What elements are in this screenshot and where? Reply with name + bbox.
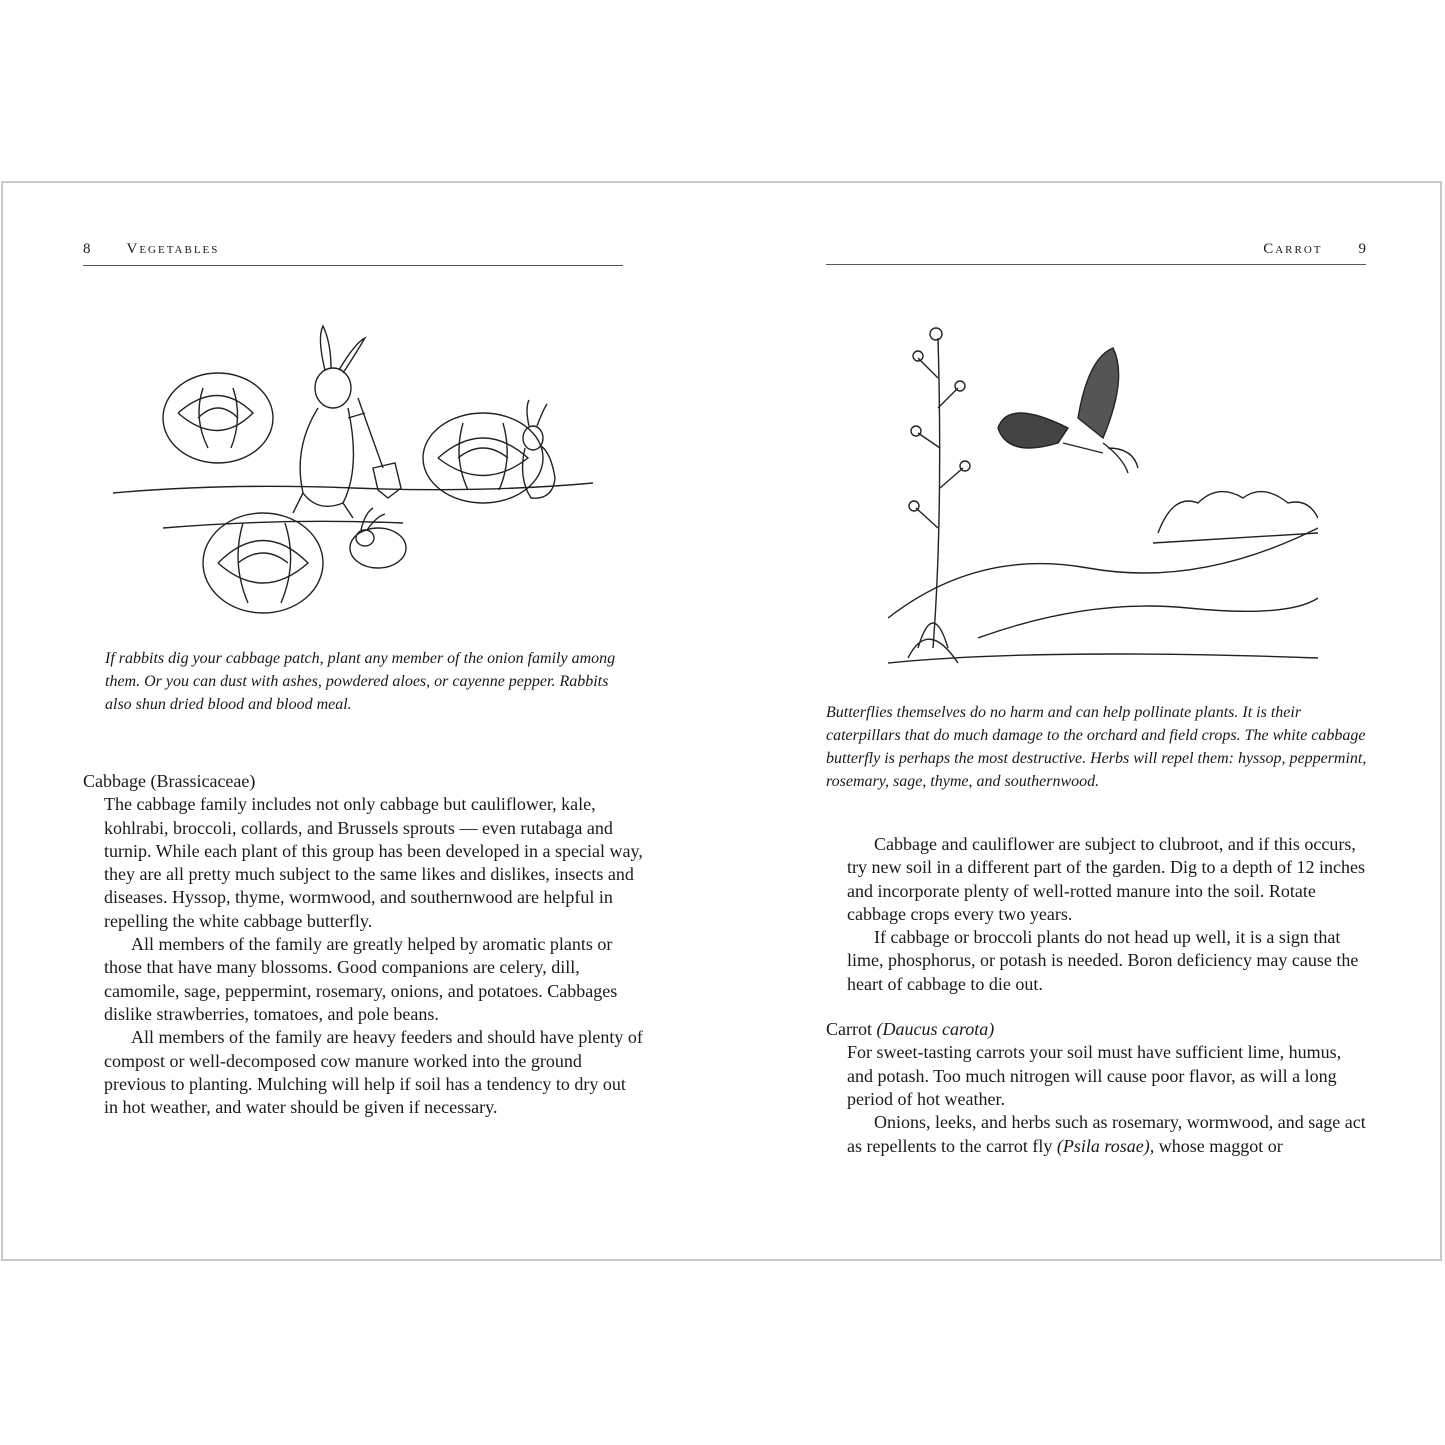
cabbage-continued-body: [826, 833, 1371, 996]
running-head-title-left: Vegetables: [126, 241, 220, 257]
carrot-section-body: [826, 1041, 1371, 1157]
section-spacer: [826, 996, 1371, 1018]
running-head-left: [83, 241, 623, 258]
paragraph: Cabbage and cauliflower are subject to clubroot, and if this occurs, try new soil in a different part of the garden. Dig to a depth of 12 inches and incorporate plenty of well-rotted manure into the soil. Rotate cabbage crops every two years.: [847, 834, 1366, 924]
section-heading-cabbage: Cabbage (Brassicaceae): [83, 771, 256, 791]
heading-carrot-latin: (Daucus carota): [876, 1019, 995, 1040]
header-rule-left: [83, 265, 623, 266]
caption-text-left: If rabbits dig your cabbage patch, plant any member of the onion family among them. Or you can dust with ashes, powdered aloes, or cayenne pepper. Rabbits also shun dried blood and blood meal.: [105, 650, 616, 713]
paragraph: The cabbage family includes not only cabbage but cauliflower, kale, kohlrabi, broccoli, collards, and Brussels sprouts — even rutabaga and turnip. While each plant of this group has been developed in a special way, they are all pretty much subject to the same likes and dislikes, insects and diseases. Hyssop, thyme, wormwood, and southernwood are helpful in repelling the white cabbage butterfly.: [104, 794, 643, 931]
paragraph: For sweet-tasting carrots your soil must have sufficient lime, humus, and potash. Too much nitrogen will cause poor flavor, as will a long period of hot weather.: [847, 1042, 1342, 1109]
paragraph: If cabbage or broccoli plants do not head up well, it is a sign that lime, phosphorus, or potash is needed. Boron deficiency may cause the heart of cabbage to die out.: [847, 927, 1359, 994]
running-head-title-right: Carrot: [1263, 241, 1323, 257]
body-text-right: [826, 833, 1371, 1158]
rabbits-cabbage-illustration: [103, 318, 603, 638]
paragraph: All members of the family are greatly helped by aromatic plants or those that have many blossoms. Good companions are celery, dill, camomile, sage, peppermint, rosemary, onions, and potatoes. Cabbages dislike strawberries, tomatoes, and pole beans.: [104, 934, 618, 1024]
butterfly-landscape-drawing: [888, 318, 1318, 678]
butterfly-landscape-illustration: [888, 318, 1318, 678]
page-number-left: 8: [83, 241, 91, 257]
illustration-caption-right: [826, 701, 1371, 793]
latin-name: (Psila rosae),: [1056, 1135, 1155, 1156]
right-page: [723, 183, 1442, 1259]
header-rule-right: [826, 264, 1366, 265]
cabbage-section-body: [83, 793, 643, 1119]
paragraph-part: whose maggot or: [1158, 1135, 1283, 1156]
page-number-right: 9: [1358, 241, 1366, 257]
paragraph: All members of the family are heavy feeders and should have plenty of compost or well-decomposed cow manure worked into the ground previous to planting. Mulching will help if soil has a tendency to dry out in hot weather, and water should be given if necessary.: [104, 1027, 643, 1118]
section-heading-carrot: [826, 1018, 1371, 1041]
running-head-right: [826, 241, 1366, 258]
body-text-left: [83, 770, 643, 1119]
book-spread: [1, 181, 1442, 1261]
left-page: [3, 183, 723, 1259]
illustration-caption-left: [105, 647, 635, 716]
paragraph-part: Onions, leeks, and herbs such as rosemary, wormwood, and sage act as repellents to the carrot fly: [847, 1112, 1366, 1156]
paragraph: [847, 1111, 1371, 1158]
caption-text-right: Butterflies themselves do no harm and can help pollinate plants. It is their caterpillars that do much damage to the orchard and field crops. The white cabbage butterfly is perhaps the most destructive. Herbs will repel them: hyssop, peppermint, rosemary, sage, thyme, and southernwood.: [826, 704, 1367, 790]
rabbits-cabbage-drawing: [103, 318, 603, 638]
heading-carrot-name: Carrot: [826, 1019, 872, 1040]
